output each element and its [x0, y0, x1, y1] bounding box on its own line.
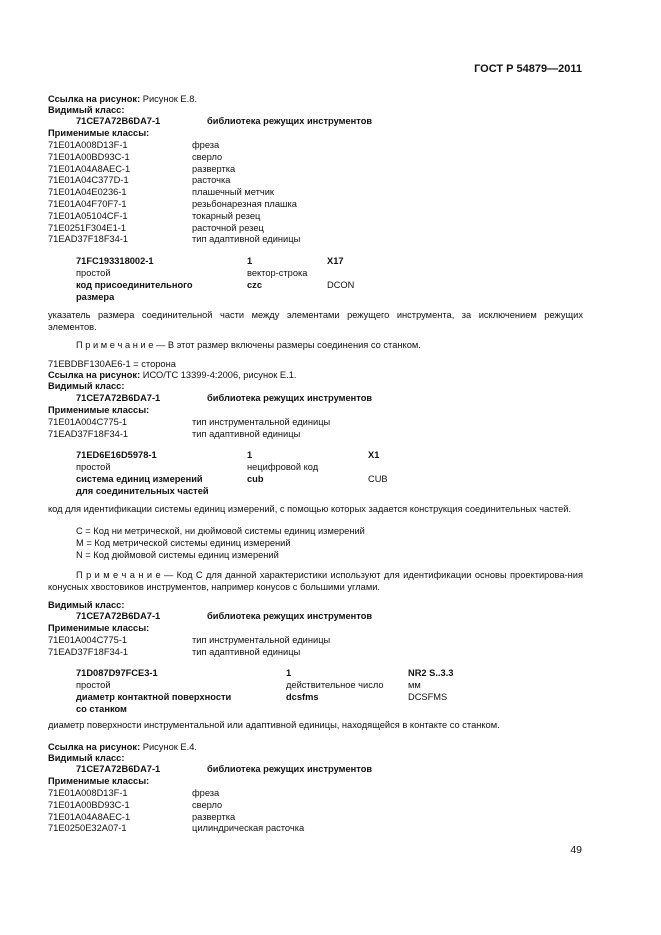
- class-row: [48, 635, 331, 647]
- class-row: [48, 140, 220, 152]
- applicable-classes-label: Применимые классы:: [48, 776, 150, 786]
- document-id: ГОСТ Р 54879—2011: [474, 63, 582, 75]
- visible-class-code: 71CE7A72B6DA7-1: [76, 764, 161, 774]
- property-unit: мм: [408, 680, 421, 690]
- class-name: токарный резец: [192, 210, 261, 221]
- property-definition: код для идентификации системы единиц измерений, с помощью которых задается конструкция соединительных частей.: [48, 504, 572, 514]
- class-row: [48, 210, 261, 223]
- property-type: простой: [76, 680, 111, 690]
- class-code: 71E01A00BD93C-1: [48, 799, 130, 810]
- class-row: [48, 646, 301, 659]
- code-value-item: N = Код дюймовой системы единиц измерений: [76, 549, 279, 560]
- class-name: фреза: [192, 140, 220, 150]
- code-value-item: M = Код метрической системы единиц измерений: [76, 537, 291, 548]
- figure-reference-line: [48, 742, 197, 754]
- property-name-line2: размера: [76, 292, 115, 302]
- figure-reference-label: Ссылка на рисунок:: [48, 94, 141, 104]
- visible-class-label: Видимый класс:: [48, 381, 125, 391]
- note-text: — Код C для данной характеристики используют для идентификации основы проектирова-ния конусных хвостовиков инструментов, например конусов с большими углами.: [48, 570, 583, 592]
- note: [76, 340, 421, 352]
- class-name: тип инструментальной единицы: [192, 417, 331, 427]
- class-row: [48, 428, 301, 441]
- class-code: 71EAD37F18F34-1: [48, 646, 129, 657]
- class-list: [48, 635, 331, 659]
- property-definition: диаметр поверхности инструментальной или адаптивной единицы, находящейся в контакте со станком.: [48, 720, 500, 730]
- property-short-name: DCON: [327, 280, 355, 290]
- class-code: 71E01A00BD93C-1: [48, 151, 130, 162]
- figure-reference-value: Рисунок E.4.: [142, 742, 197, 752]
- property-format: NR2 S..3.3: [408, 668, 454, 678]
- class-code: 71EAD37F18F34-1: [48, 234, 129, 245]
- class-code: 71EAD37F18F34-1: [48, 428, 129, 439]
- class-row: [48, 198, 297, 211]
- figure-reference-line: [48, 370, 296, 382]
- class-name: развертка: [192, 811, 236, 822]
- class-row: [48, 175, 231, 187]
- property-version: 1: [247, 256, 253, 266]
- property-name-line2: для соединительных частей: [76, 486, 209, 496]
- figure-reference-label: Ссылка на рисунок:: [48, 370, 141, 380]
- class-row: [48, 811, 236, 824]
- visible-class-label: Видимый класс:: [48, 105, 125, 115]
- class-name: расточка: [192, 175, 231, 186]
- figure-reference-line: [48, 94, 197, 106]
- applicable-classes-label: Применимые классы:: [48, 128, 150, 138]
- visible-class-code: 71CE7A72B6DA7-1: [76, 393, 161, 403]
- class-name: цилиндрическая расточка: [192, 823, 305, 834]
- class-code: 71E01A05104CF-1: [48, 210, 128, 221]
- class-name: развертка: [192, 163, 236, 174]
- figure-reference-value: ИСО/ТС 13399-4:2006, рисунок E.1.: [142, 370, 297, 380]
- property-format: X17: [327, 256, 344, 266]
- code-value-list: [76, 526, 365, 561]
- visible-class-label: Видимый класс:: [48, 600, 125, 610]
- property-code: 71FC193318002-1: [76, 256, 154, 266]
- class-row: [48, 151, 223, 164]
- property-type: простой: [76, 268, 111, 278]
- note-text: — В этот размер включены размеры соединения со станком.: [153, 340, 421, 350]
- class-row: [48, 788, 220, 800]
- class-name: тип адаптивной единицы: [192, 428, 301, 439]
- class-code: 71E0250E32A07-1: [48, 823, 127, 834]
- class-list: [48, 788, 305, 835]
- class-row: [48, 234, 301, 246]
- class-code: 71E01A008D13F-1: [48, 140, 128, 150]
- class-name: резьбонарезная плашка: [192, 198, 297, 209]
- class-code: 71E01A004C775-1: [48, 635, 128, 645]
- property-name-line1: диаметр контактной поверхности: [76, 692, 232, 702]
- class-name: тип инструментальной единицы: [192, 635, 331, 645]
- figure-reference-value: Рисунок E.8.: [142, 94, 197, 104]
- class-code: 71E01A008D13F-1: [48, 788, 128, 798]
- property-symbol: czc: [247, 280, 262, 290]
- side-definition-line: 71EBDBF130AE6-1 = сторона: [48, 359, 176, 369]
- visible-class-code: 71CE7A72B6DA7-1: [76, 611, 161, 621]
- applicable-classes-label: Применимые классы:: [48, 405, 150, 415]
- class-row: [48, 222, 264, 235]
- applicable-classes-label: Применимые классы:: [48, 623, 150, 633]
- class-code: 71E01A04A8AEC-1: [48, 811, 131, 822]
- visible-class-name: библиотека режущих инструментов: [207, 116, 373, 126]
- class-row: [48, 187, 275, 199]
- property-name-line1: система единиц измерений: [76, 474, 203, 484]
- class-list: [48, 417, 331, 441]
- page-number: 49: [570, 844, 582, 856]
- visible-class-name: библиотека режущих инструментов: [207, 764, 373, 774]
- property-version: 1: [286, 668, 292, 678]
- class-row: [48, 799, 223, 812]
- class-code: 71E01A04F70F7-1: [48, 198, 127, 209]
- visible-class-label: Видимый класс:: [48, 753, 125, 763]
- class-name: фреза: [192, 788, 220, 798]
- figure-reference-label: Ссылка на рисунок:: [48, 742, 141, 752]
- property-code: 71ED6E16D5978-1: [76, 450, 157, 460]
- property-datatype: вектор-строка: [247, 268, 308, 278]
- class-row: [48, 163, 236, 176]
- class-list: [48, 140, 301, 246]
- visible-class-name: библиотека режущих инструментов: [207, 393, 373, 403]
- class-name: тип адаптивной единицы: [192, 646, 301, 657]
- code-value-item: C = Код ни метрической, ни дюймовой системы единиц измерений: [76, 526, 365, 536]
- class-row: [48, 417, 331, 429]
- visible-class-name: библиотека режущих инструментов: [207, 611, 373, 621]
- class-code: 71E0251F304E1-1: [48, 222, 127, 233]
- class-code: 71E01A04C377D-1: [48, 175, 129, 186]
- property-symbol: dcsfms: [286, 692, 319, 702]
- class-row: [48, 823, 305, 835]
- class-code: 71E01A04E0236-1: [48, 187, 127, 198]
- property-name-line1: код присоединительного: [76, 280, 193, 290]
- class-name: сверло: [192, 151, 223, 162]
- class-name: плашечный метчик: [192, 187, 275, 198]
- property-format: X1: [368, 450, 380, 460]
- property-type: простой: [76, 462, 111, 472]
- property-datatype: нецифровой код: [247, 462, 319, 472]
- class-code: 71E01A04A8AEC-1: [48, 163, 131, 174]
- note-label: П р и м е ч а н и е: [76, 570, 161, 580]
- property-short-name: CUB: [368, 474, 388, 484]
- class-code: 71E01A004C775-1: [48, 417, 128, 427]
- note-label: П р и м е ч а н и е: [76, 340, 154, 350]
- class-name: расточной резец: [192, 222, 264, 233]
- property-definition: указатель размера соединительной части между элементами режущего инструмента, за исключением режущих элементов.: [48, 310, 583, 332]
- property-version: 1: [247, 450, 253, 460]
- property-name-line2: со станком: [76, 704, 127, 714]
- property-symbol: cub: [247, 474, 264, 484]
- property-code: 71D087D97FCE3-1: [76, 668, 158, 678]
- note: [48, 570, 583, 593]
- class-name: тип адаптивной единицы: [192, 234, 301, 245]
- property-datatype: действительное число: [286, 680, 384, 690]
- property-short-name: DCSFMS: [408, 692, 448, 702]
- class-name: сверло: [192, 799, 223, 810]
- visible-class-code: 71CE7A72B6DA7-1: [76, 116, 161, 126]
